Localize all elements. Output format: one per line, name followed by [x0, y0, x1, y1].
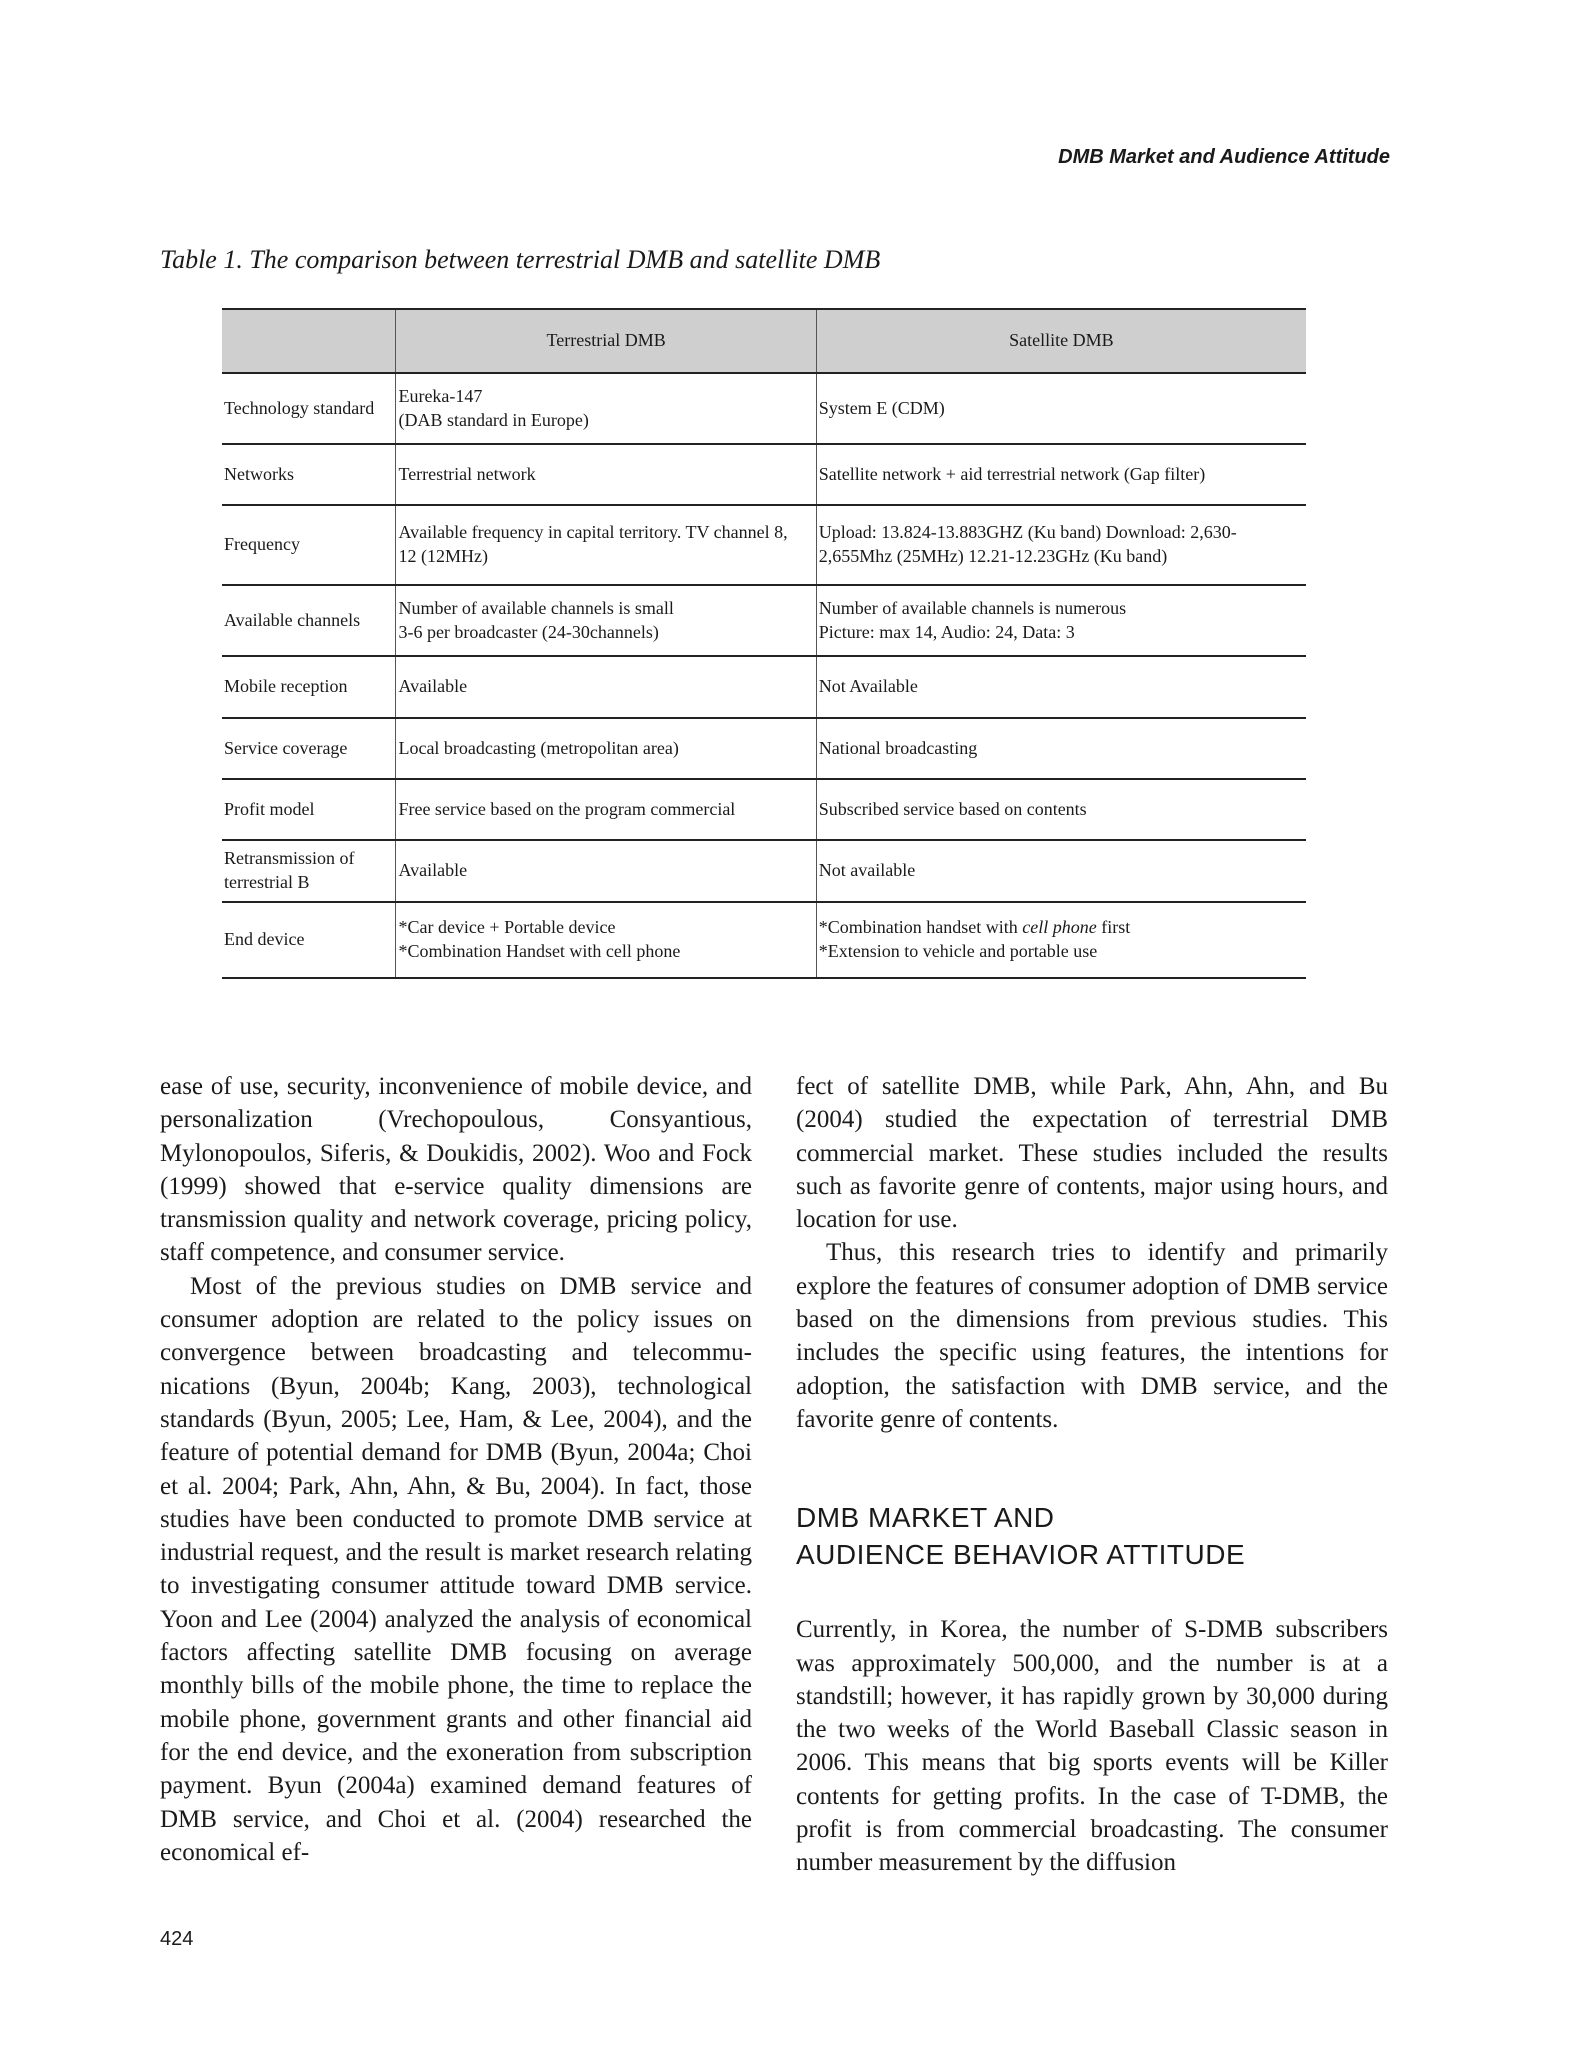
table-row — [222, 585, 1306, 656]
terrestrial-cell — [396, 779, 816, 840]
satellite-cell — [816, 505, 1306, 585]
row-label: Service coverage — [222, 718, 396, 779]
cell-line: Available frequency in capital territory. TV channel 8, — [398, 522, 788, 543]
cell-line: Eureka-147 — [398, 385, 483, 406]
row-label: Frequency — [222, 505, 396, 585]
cell-line: Free service based on the program commercial — [398, 798, 736, 819]
row-label: Technology standard — [222, 373, 396, 444]
satellite-cell — [816, 444, 1306, 505]
table-header-row — [222, 309, 1306, 373]
cell-line: Not available — [818, 860, 916, 881]
cell-line: 12 (12MHz) — [398, 546, 488, 566]
table-row — [222, 902, 1306, 978]
table-row — [222, 656, 1306, 718]
table-row — [222, 373, 1306, 444]
body-paragraph: ease of use, security, inconvenience of mobile device, and personalization (Vrechopoulous, Consyantious, Mylonopoulos, Siferis, & Doukidis, 2002). Woo and Fock (1999) showed that e-service quality dimensions are transmission quality and network coverage, pricing policy, staff competence, and consumer service. — [160, 1073, 752, 1267]
terrestrial-cell — [396, 656, 816, 718]
satellite-cell — [816, 656, 1306, 718]
terrestrial-cell — [396, 373, 816, 444]
cell-line: Subscribed service based on contents — [818, 798, 1087, 819]
row-label: Networks — [222, 444, 396, 505]
section-heading-line: AUDIENCE BEHAVIOR ATTITUDE — [796, 1539, 1246, 1571]
body-paragraph: Most of the previous studies on DMB service and consumer adoption are related to the policy issues on convergence between broadcasting and telecommunications (Byun, 2004b; Kang, 2003), technological standards (Byun, 2005; Lee, Ham, & Lee, 2004), and the feature of potential demand for DMB (Byun, 2004a; Choi et al. 2004; Park, Ahn, Ahn, & Bu, 2004). In fact, those studies have been conducted to promote DMB service at industrial request, and the result is market research relating to investigating consumer attitude toward DMB service. Yoon and Lee (2004) analyzed the analysis of economical factors affecting satellite DMB focusing on average monthly bills of the mobile phone, the time to replace the mobile phone, government grants and other financial aid for the end device, and the exoneration from subscription payment. Byun (2004a) examined demand features of DMB service, and Choi et al. (2004) researched the economical ef- — [160, 1272, 752, 1866]
table-header — [222, 309, 1306, 373]
terrestrial-cell — [396, 902, 816, 978]
cell-line: Picture: max 14, Audio: 24, Data: 3 — [818, 621, 1075, 642]
body-paragraph: Currently, in Korea, the number of S-DMB subscribers was approximately 500,000, and the number is at a standstill; however, it has rapidly grown by 30,000 during the two weeks of the World Baseball Classic season in 2006. This means that big sports events will be Killer contents for getting profits. In the case of T-DMB, the profit is from commercial broadcasting. The consumer number measurement by the diffusion — [796, 1616, 1388, 1877]
running-head: DMB Market and Audience Attitude — [1058, 146, 1390, 168]
satellite-cell — [816, 779, 1306, 840]
cell-line: Local broadcasting (metropolitan area) — [398, 737, 679, 758]
cell-line: Upload: 13.824-13.883GHZ (Ku band) Download: 2,630- — [818, 522, 1237, 543]
satellite-cell — [816, 840, 1306, 902]
cell-line: Satellite network + aid terrestrial network (Gap filter) — [818, 463, 1206, 484]
cell-line: System E (CDM) — [818, 397, 945, 418]
row-label: End device — [222, 902, 396, 978]
cell-line: National broadcasting — [818, 737, 978, 758]
section-heading — [796, 1499, 1388, 1573]
table-caption: Table 1. The comparison between terrestrial DMB and satellite DMB — [160, 245, 881, 274]
cell-line: Available — [398, 860, 468, 881]
body-paragraph: fect of satellite DMB, while Park, Ahn, Ahn, and Bu (2004) studied the expectation of terrestrial DMB commercial market. These studies included the results such as favorite genre of contents, major using hours, and location for use. — [796, 1073, 1388, 1234]
header-label-cell — [222, 309, 396, 373]
cell-line: *Extension to vehicle and portable use — [818, 941, 1098, 961]
row-label: Mobile reception — [222, 656, 396, 718]
table-row — [222, 840, 1306, 902]
table-row — [222, 505, 1306, 585]
satellite-cell — [816, 718, 1306, 779]
row-label: Available channels — [222, 585, 396, 656]
satellite-cell — [816, 902, 1306, 978]
cell-line: 2,655Mhz (25MHz) 12.21-12.23GHz (Ku band) — [818, 546, 1168, 566]
cell-line: Number of available channels is small — [398, 597, 674, 618]
terrestrial-cell — [396, 718, 816, 779]
comparison-table — [222, 308, 1306, 979]
cell-line: *Combination handset with cell phone first — [818, 917, 1131, 938]
row-label: Retransmission of terrestrial B — [222, 840, 396, 902]
cell-line: (DAB standard in Europe) — [398, 409, 589, 430]
satellite-cell — [816, 373, 1306, 444]
table-row — [222, 718, 1306, 779]
cell-line: Terrestrial network — [398, 463, 536, 484]
cell-line: *Car device + Portable device — [398, 917, 616, 938]
satellite-cell — [816, 585, 1306, 656]
header-terrestrial: Terrestrial DMB — [396, 309, 816, 373]
cell-line: 3-6 per broadcaster (24-30channels) — [398, 621, 659, 642]
page-number: 424 — [160, 1928, 194, 1950]
table-body — [222, 373, 1306, 978]
table-row — [222, 779, 1306, 840]
terrestrial-cell — [396, 585, 816, 656]
terrestrial-cell — [396, 505, 816, 585]
right-column — [796, 1070, 1388, 1880]
table-row — [222, 444, 1306, 505]
cell-line: *Combination Handset with cell phone — [398, 941, 681, 961]
cell-line: Available — [398, 676, 468, 697]
terrestrial-cell — [396, 444, 816, 505]
cell-line: Number of available channels is numerous — [818, 597, 1127, 618]
left-column — [160, 1070, 752, 1869]
section-heading-line: DMB MARKET AND — [796, 1502, 1055, 1534]
body-paragraph: Thus, this research tries to identify and primarily explore the features of consumer adoption of DMB service based on the dimensions from previous studies. This includes the specific using features, the intentions for adoption, the satisfaction with DMB service, and the favorite genre of contents. — [796, 1239, 1388, 1433]
row-label: Profit model — [222, 779, 396, 840]
header-satellite: Satellite DMB — [816, 309, 1306, 373]
emphasis-text: cell phone — [1022, 917, 1097, 938]
cell-line: Not Available — [818, 676, 918, 697]
terrestrial-cell — [396, 840, 816, 902]
